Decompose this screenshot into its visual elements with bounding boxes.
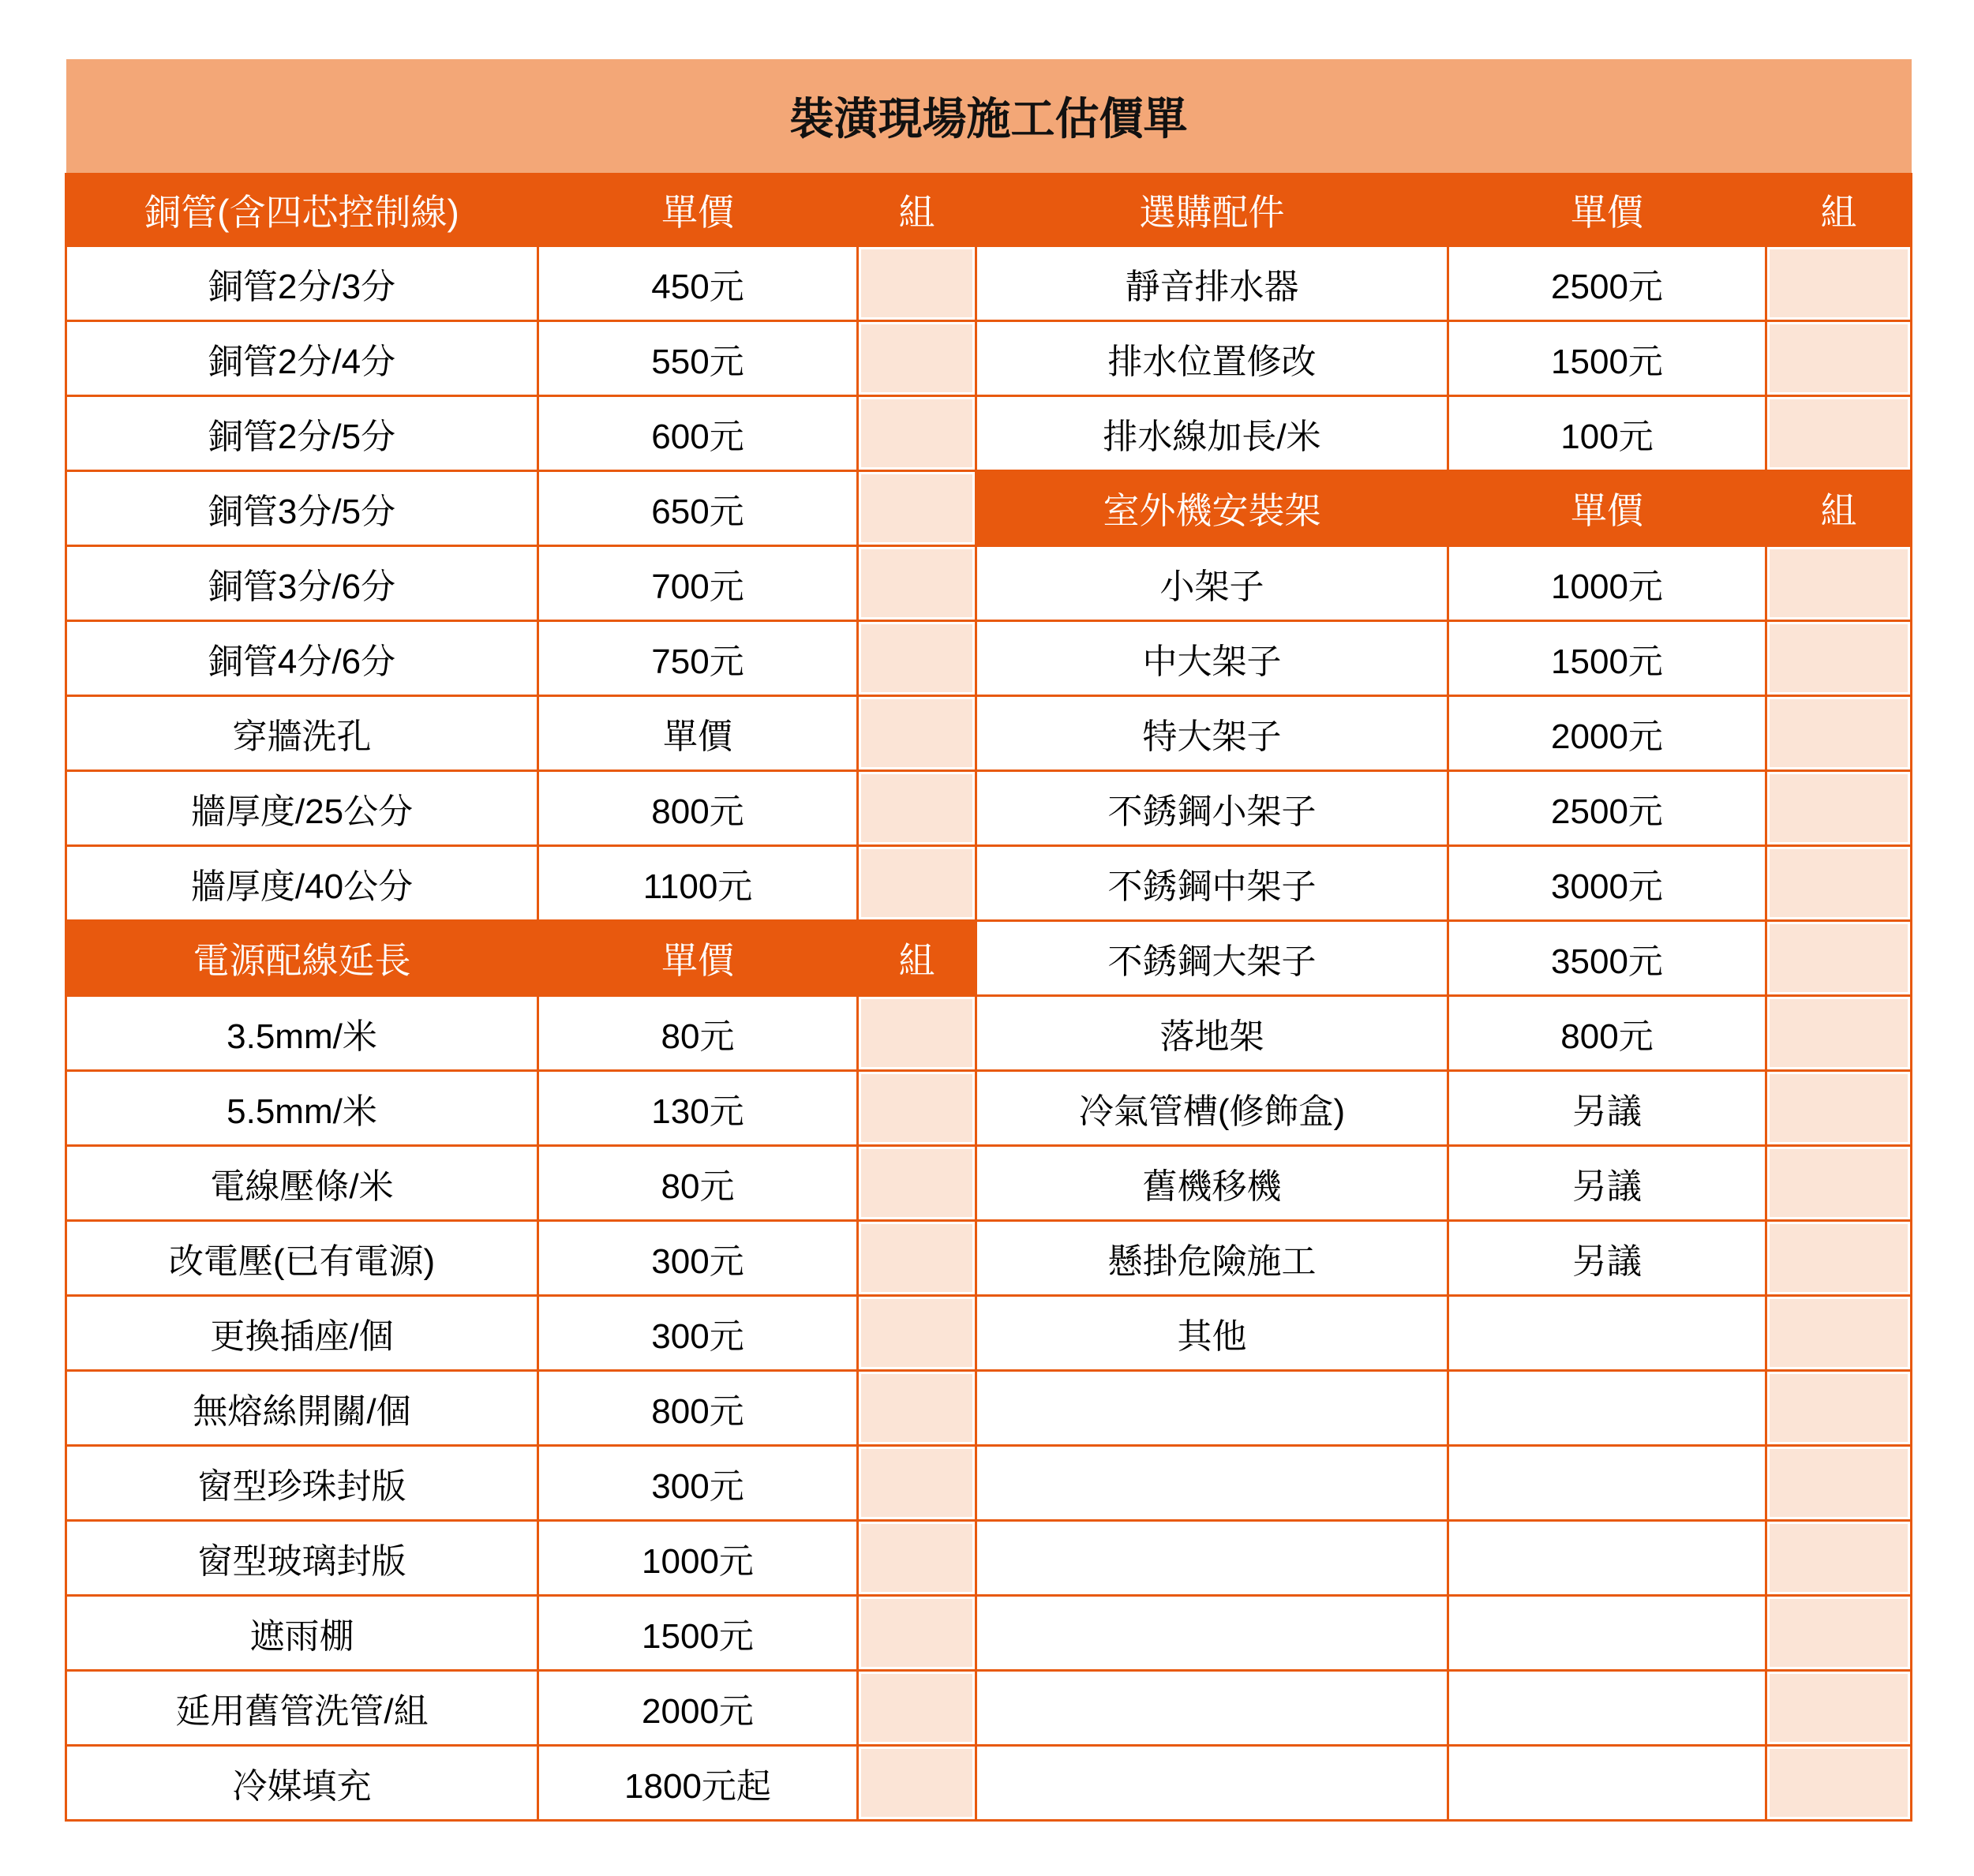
price-cell: 1500元 (1448, 321, 1766, 396)
name-cell: 不銹鋼小架子 (976, 771, 1448, 846)
table-row (66, 1296, 1912, 1371)
set-cell (858, 1596, 976, 1671)
price-cell: 1100元 (538, 846, 858, 921)
price-cell: 1000元 (538, 1521, 858, 1596)
set-cell (1766, 246, 1912, 321)
price-cell (1448, 1746, 1766, 1821)
name-cell: 不銹鋼大架子 (976, 921, 1448, 996)
set-cell (858, 1521, 976, 1596)
name-cell: 靜音排水器 (976, 246, 1448, 321)
name-cell: 3.5mm/米 (66, 996, 538, 1071)
column-header-row (66, 174, 1912, 246)
price-cell: 2500元 (1448, 771, 1766, 846)
name-cell: 不銹鋼中架子 (976, 846, 1448, 921)
set-cell (1766, 1221, 1912, 1296)
name-cell (976, 1671, 1448, 1746)
set-cell (858, 1296, 976, 1371)
price-cell (1448, 1371, 1766, 1446)
name-cell: 舊機移機 (976, 1146, 1448, 1221)
name-cell: 延用舊管洗管/組 (66, 1671, 538, 1746)
set-cell (858, 996, 976, 1071)
price-cell: 另議 (1448, 1146, 1766, 1221)
table-row (66, 696, 1912, 771)
name-cell: 小架子 (976, 546, 1448, 621)
set-cell (858, 1746, 976, 1821)
name-cell: 冷氣管槽(修飾盒) (976, 1071, 1448, 1146)
price-cell: 800元 (538, 771, 858, 846)
name-cell: 冷媒填充 (66, 1746, 538, 1821)
set-cell (1766, 1446, 1912, 1521)
table-row (66, 246, 1912, 321)
set-cell (1766, 1296, 1912, 1371)
set-cell (858, 321, 976, 396)
name-cell: 銅管2分/5分 (66, 396, 538, 471)
table-row (66, 1521, 1912, 1596)
name-cell: 5.5mm/米 (66, 1071, 538, 1146)
set-cell (858, 1071, 976, 1146)
name-cell (976, 1446, 1448, 1521)
table-row (66, 996, 1912, 1071)
name-cell: 牆厚度/40公分 (66, 846, 538, 921)
name-cell (976, 1521, 1448, 1596)
set-cell (1766, 771, 1912, 846)
price-cell: 300元 (538, 1221, 858, 1296)
table-row (66, 396, 1912, 471)
table-row (66, 1671, 1912, 1746)
price-cell (1448, 1671, 1766, 1746)
name-cell (976, 1596, 1448, 1671)
table-row (66, 1146, 1912, 1221)
table-row (66, 921, 1912, 996)
table-row (66, 546, 1912, 621)
price-cell: 1500元 (538, 1596, 858, 1671)
set-cell (1766, 1071, 1912, 1146)
section-header-cell: 室外機安裝架 (976, 471, 1448, 546)
right-price-header: 單價 (1448, 174, 1766, 246)
table-row (66, 471, 1912, 546)
left-set-header: 組 (858, 174, 976, 246)
set-cell (858, 696, 976, 771)
price-cell: 750元 (538, 621, 858, 696)
set-cell (1766, 921, 1912, 996)
set-cell (1766, 546, 1912, 621)
table-row (66, 1746, 1912, 1821)
price-cell: 300元 (538, 1446, 858, 1521)
name-cell (976, 1371, 1448, 1446)
name-cell: 牆厚度/25公分 (66, 771, 538, 846)
price-cell (1448, 1521, 1766, 1596)
section-header-cell: 組 (858, 921, 976, 996)
price-cell (1448, 1596, 1766, 1671)
price-cell (1448, 1296, 1766, 1371)
set-cell (1766, 1521, 1912, 1596)
price-cell: 2500元 (1448, 246, 1766, 321)
table-row (66, 621, 1912, 696)
price-cell: 700元 (538, 546, 858, 621)
name-cell: 無熔絲開關/個 (66, 1371, 538, 1446)
title-row (66, 59, 1912, 174)
price-cell: 1500元 (1448, 621, 1766, 696)
set-cell (858, 471, 976, 546)
set-cell (858, 846, 976, 921)
price-cell: 800元 (538, 1371, 858, 1446)
name-cell: 其他 (976, 1296, 1448, 1371)
set-cell (1766, 321, 1912, 396)
set-cell (1766, 1596, 1912, 1671)
name-cell: 更換插座/個 (66, 1296, 538, 1371)
name-cell: 穿牆洗孔 (66, 696, 538, 771)
set-cell (858, 396, 976, 471)
set-cell (858, 1146, 976, 1221)
price-cell: 另議 (1448, 1071, 1766, 1146)
section-header-cell: 組 (1766, 471, 1912, 546)
price-cell: 800元 (1448, 996, 1766, 1071)
price-cell (1448, 1446, 1766, 1521)
name-cell: 銅管3分/6分 (66, 546, 538, 621)
name-cell: 排水線加長/米 (976, 396, 1448, 471)
left-category-header: 銅管(含四芯控制線) (66, 174, 538, 246)
table-row (66, 1371, 1912, 1446)
set-cell (1766, 696, 1912, 771)
section-header-cell: 單價 (538, 921, 858, 996)
price-cell: 1000元 (1448, 546, 1766, 621)
price-cell: 600元 (538, 396, 858, 471)
set-cell (858, 621, 976, 696)
name-cell (976, 1746, 1448, 1821)
name-cell: 銅管3分/5分 (66, 471, 538, 546)
name-cell: 窗型珍珠封版 (66, 1446, 538, 1521)
set-cell (1766, 1746, 1912, 1821)
name-cell: 改電壓(已有電源) (66, 1221, 538, 1296)
right-category-header: 選購配件 (976, 174, 1448, 246)
set-cell (1766, 1671, 1912, 1746)
table-row (66, 846, 1912, 921)
set-cell (858, 1671, 976, 1746)
name-cell: 電線壓條/米 (66, 1146, 538, 1221)
page-title: 裝潢現場施工估價單 (66, 59, 1912, 174)
set-cell (858, 1221, 976, 1296)
section-header-cell: 單價 (1448, 471, 1766, 546)
set-cell (1766, 1371, 1912, 1446)
table-row (66, 771, 1912, 846)
table-row (66, 1071, 1912, 1146)
price-cell: 100元 (1448, 396, 1766, 471)
price-cell: 450元 (538, 246, 858, 321)
set-cell (1766, 396, 1912, 471)
price-cell: 3000元 (1448, 846, 1766, 921)
name-cell: 遮雨棚 (66, 1596, 538, 1671)
price-cell: 650元 (538, 471, 858, 546)
set-cell (858, 246, 976, 321)
set-cell (1766, 621, 1912, 696)
table-row (66, 1596, 1912, 1671)
name-cell: 銅管4分/6分 (66, 621, 538, 696)
set-cell (858, 771, 976, 846)
price-cell: 300元 (538, 1296, 858, 1371)
name-cell: 中大架子 (976, 621, 1448, 696)
price-cell: 單價 (538, 696, 858, 771)
price-cell: 3500元 (1448, 921, 1766, 996)
table-row (66, 1221, 1912, 1296)
name-cell: 排水位置修改 (976, 321, 1448, 396)
right-set-header: 組 (1766, 174, 1912, 246)
left-price-header: 單價 (538, 174, 858, 246)
set-cell (858, 1371, 976, 1446)
price-cell: 2000元 (1448, 696, 1766, 771)
table-row (66, 321, 1912, 396)
price-cell: 550元 (538, 321, 858, 396)
name-cell: 銅管2分/3分 (66, 246, 538, 321)
set-cell (1766, 1146, 1912, 1221)
price-cell: 1800元起 (538, 1746, 858, 1821)
name-cell: 窗型玻璃封版 (66, 1521, 538, 1596)
name-cell: 特大架子 (976, 696, 1448, 771)
name-cell: 懸掛危險施工 (976, 1221, 1448, 1296)
set-cell (1766, 846, 1912, 921)
price-cell: 80元 (538, 1146, 858, 1221)
name-cell: 銅管2分/4分 (66, 321, 538, 396)
set-cell (858, 546, 976, 621)
price-cell: 2000元 (538, 1671, 858, 1746)
set-cell (858, 1446, 976, 1521)
set-cell (1766, 996, 1912, 1071)
price-cell: 80元 (538, 996, 858, 1071)
price-cell: 另議 (1448, 1221, 1766, 1296)
price-cell: 130元 (538, 1071, 858, 1146)
section-header-cell: 電源配線延長 (66, 921, 538, 996)
price-table (65, 59, 1912, 1822)
table-row (66, 1446, 1912, 1521)
name-cell: 落地架 (976, 996, 1448, 1071)
